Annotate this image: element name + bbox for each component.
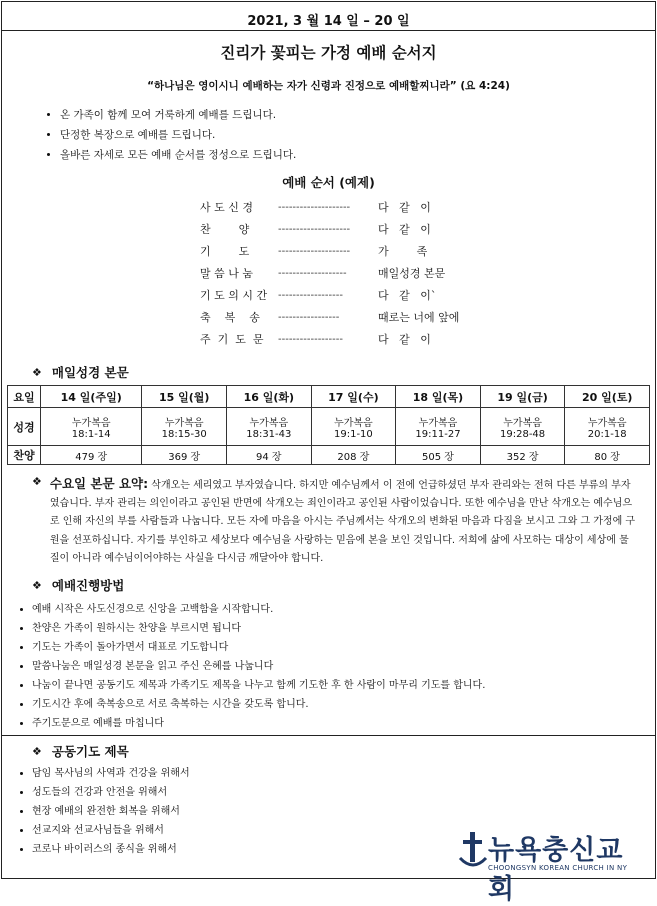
column-header: 15 일(월) xyxy=(142,386,227,408)
table-header-row xyxy=(8,386,650,408)
diamond-bullet-icon: ❖ xyxy=(32,365,42,379)
order-row xyxy=(200,241,655,263)
order-row xyxy=(200,197,655,219)
table-cell: 208 장 xyxy=(311,446,396,465)
order-item-name: 말 씀 나 눔 xyxy=(200,267,253,280)
table-cell xyxy=(480,408,565,446)
table-cell: 80 장 xyxy=(565,446,650,465)
summary-text: 삭개오는 세리였고 부자였습니다. 하지만 예수님께서 이 전에 언급하셨던 부자 관리와는 전혀 다른 부류의 부자였습니다. 부자 관리는 의인이라고 공인된 반면에 삭개오는 죄인이라고 공인된 사람이었습니다. 또한 예수님을 만난 삭개오는 예수님으로 인해 자신의 부를 사람들과 나눕니다. 모든 자에 마음을 아시는 주님께서는 삭개오의 변화된 마음과 다짐을 보시고 그와 그 가정에 구원을 선포하십니다. 자기를 부인하고 세상보다 예수님을 사랑하는 믿음에 본을 보인 것입니다. 저희에 삶에 사모하는 대상이 세상에 물질이 아니라 예수님이어야하는 사실을 다시금 깨달아야 합니다. xyxy=(49,480,636,564)
order-item-who: 다 같 이` xyxy=(378,289,437,302)
list-item: • 나눔이 끝나면 공동기도 제목과 가족기도 제목을 나누고 함께 기도한 후 한 사람이 마무리 기도를 합니다. xyxy=(32,676,655,695)
order-item-name: 사 도 신 경 xyxy=(200,201,253,214)
order-item-name: 기 도 의 시 간 xyxy=(200,289,268,302)
dash-line: -------------------- xyxy=(278,246,351,257)
page-title: 진리가 꽃피는 가정 예배 순서지 xyxy=(220,44,437,62)
verse-range: 19:1-10 xyxy=(333,428,373,440)
list-item: • 코로나 바이러스의 종식을 위해서 xyxy=(32,840,655,859)
book-name: 누가복음 xyxy=(334,417,373,429)
dash-line: -------------------- xyxy=(278,202,351,213)
verse-range: 20:1-18 xyxy=(587,428,627,440)
bible-reading-table xyxy=(7,385,650,465)
list-item: • 현장 예배의 완전한 회복을 위해서 xyxy=(32,802,655,821)
row-header: 성경 xyxy=(8,408,41,446)
divider xyxy=(2,30,655,31)
dash-line: ----------------- xyxy=(278,312,340,323)
order-item-who: 매일성경 본문 xyxy=(378,267,446,280)
order-item-who: 가 족 xyxy=(378,245,428,258)
diamond-bullet-icon: ❖ xyxy=(32,475,42,488)
worship-order xyxy=(200,197,655,351)
church-name: 뉴욕충신교회 xyxy=(488,835,624,905)
prayer-heading xyxy=(32,742,655,760)
table-row xyxy=(8,408,650,446)
table-cell: 352 장 xyxy=(480,446,565,465)
list-item: • 주기도문으로 예배를 마칩니다 xyxy=(32,714,655,733)
dash-line: -------------------- xyxy=(278,224,351,235)
diamond-bullet-icon: ❖ xyxy=(32,744,42,758)
dash-line: ------------------- xyxy=(278,268,347,279)
summary-label: 수요일 본문 요약: xyxy=(49,476,149,491)
order-item-name: 기 도 xyxy=(200,245,250,258)
order-item-who: 다 같 이 xyxy=(378,333,431,346)
book-name: 누가복음 xyxy=(418,417,458,429)
verse-range: 18:1-14 xyxy=(71,428,111,440)
divider xyxy=(2,735,655,736)
list-item: • 단정한 복장으로 예배를 드립니다. xyxy=(60,125,655,145)
table-cell xyxy=(311,408,396,446)
table-cell: 505 장 xyxy=(396,446,481,465)
table-cell xyxy=(227,408,312,446)
cross-icon xyxy=(458,830,488,870)
method-list xyxy=(2,600,655,733)
order-item-who: 다 같 이 xyxy=(378,223,431,236)
table-row xyxy=(8,446,650,465)
column-header: 20 일(토) xyxy=(565,386,650,408)
table-cell xyxy=(565,408,650,446)
table-cell: 94 장 xyxy=(227,446,312,465)
method-heading xyxy=(32,576,655,594)
column-header: 17 일(수) xyxy=(311,386,396,408)
table-cell xyxy=(41,408,142,446)
row-header: 찬양 xyxy=(8,446,41,465)
order-item-who: 때로는 너에 앞에 xyxy=(378,311,460,324)
verse-range: 19:28-48 xyxy=(500,428,546,440)
list-item: • 말씀나눔은 매일성경 본문을 읽고 주신 은혜를 나눕니다 xyxy=(32,657,655,676)
book-name: 누가복음 xyxy=(587,417,627,429)
order-item-name: 축 복 송 xyxy=(200,311,260,324)
list-item: • 예배 시작은 사도신경으로 신앙을 고백함을 시작합니다. xyxy=(32,600,655,619)
order-row xyxy=(200,285,655,307)
verse-range: 18:31-43 xyxy=(246,428,292,440)
list-item: • 올바른 자세로 모든 예배 순서를 정성으로 드립니다. xyxy=(60,145,655,165)
summary-paragraph xyxy=(50,475,638,568)
column-header: 16 일(화) xyxy=(227,386,312,408)
book-name: 누가복음 xyxy=(71,417,111,429)
dash-line: ------------------ xyxy=(278,290,343,301)
section-title: 공동기도 제목 xyxy=(51,744,129,760)
list-item: • 기도시간 후에 축복송으로 서로 축복하는 시간을 갖도록 합니다. xyxy=(32,695,655,714)
verse-range: 18:15-30 xyxy=(161,428,207,440)
table-cell xyxy=(396,408,481,446)
table-cell: 479 장 xyxy=(41,446,142,465)
church-subtitle: CHOONGSYN KOREAN CHURCH IN NY xyxy=(488,864,628,872)
bible-verse: “하나님은 영이시니 예배하는 자가 신령과 진정으로 예배할찌니라” (요 4:24) xyxy=(147,80,510,92)
order-item-name: 찬 양 xyxy=(200,223,250,236)
list-item: • 담임 목사님의 사역과 건강을 위해서 xyxy=(32,764,655,783)
section-title: 예배진행방법 xyxy=(51,578,125,594)
date-range: 2021, 3 월 14 일 – 20 일 xyxy=(247,14,410,29)
book-name: 누가복음 xyxy=(164,417,204,429)
section-title: 매일성경 본문 xyxy=(51,365,129,380)
book-name: 누가복음 xyxy=(503,417,542,429)
diamond-bullet-icon: ❖ xyxy=(32,578,42,592)
bible-heading xyxy=(32,363,655,381)
book-name: 누가복음 xyxy=(249,417,289,429)
order-row xyxy=(200,263,655,285)
order-row xyxy=(200,329,655,351)
worship-sheet xyxy=(1,1,656,905)
column-header: 18 일(목) xyxy=(396,386,481,408)
order-row xyxy=(200,219,655,241)
table-cell xyxy=(142,408,227,446)
list-item: • 찬양은 가족이 원하시는 찬양을 부르시면 됩니다 xyxy=(32,619,655,638)
summary-section xyxy=(32,475,655,568)
order-item-name: 주 기 도 문 xyxy=(200,333,264,346)
dash-line: ------------------ xyxy=(278,334,343,345)
list-item: • 선교지와 선교사님들을 위해서 xyxy=(32,821,655,840)
list-item: • 기도는 가족이 돌아가면서 대표로 기도합니다 xyxy=(32,638,655,657)
list-item: • 성도들의 건강과 안전을 위해서 xyxy=(32,783,655,802)
order-item-who: 다 같 이 xyxy=(378,201,431,214)
verse-range: 19:11-27 xyxy=(415,428,461,440)
list-item: • 온 가족이 함께 모여 거룩하게 예배를 드립니다. xyxy=(60,105,655,125)
table-cell: 369 장 xyxy=(142,446,227,465)
column-header: 14 일(주일) xyxy=(41,386,142,408)
church-logo xyxy=(458,828,648,905)
rules-list xyxy=(2,105,655,165)
order-title: 예배 순서 (예제) xyxy=(282,175,375,190)
column-header: 요일 xyxy=(8,386,41,408)
column-header: 19 일(금) xyxy=(480,386,565,408)
order-row xyxy=(200,307,655,329)
